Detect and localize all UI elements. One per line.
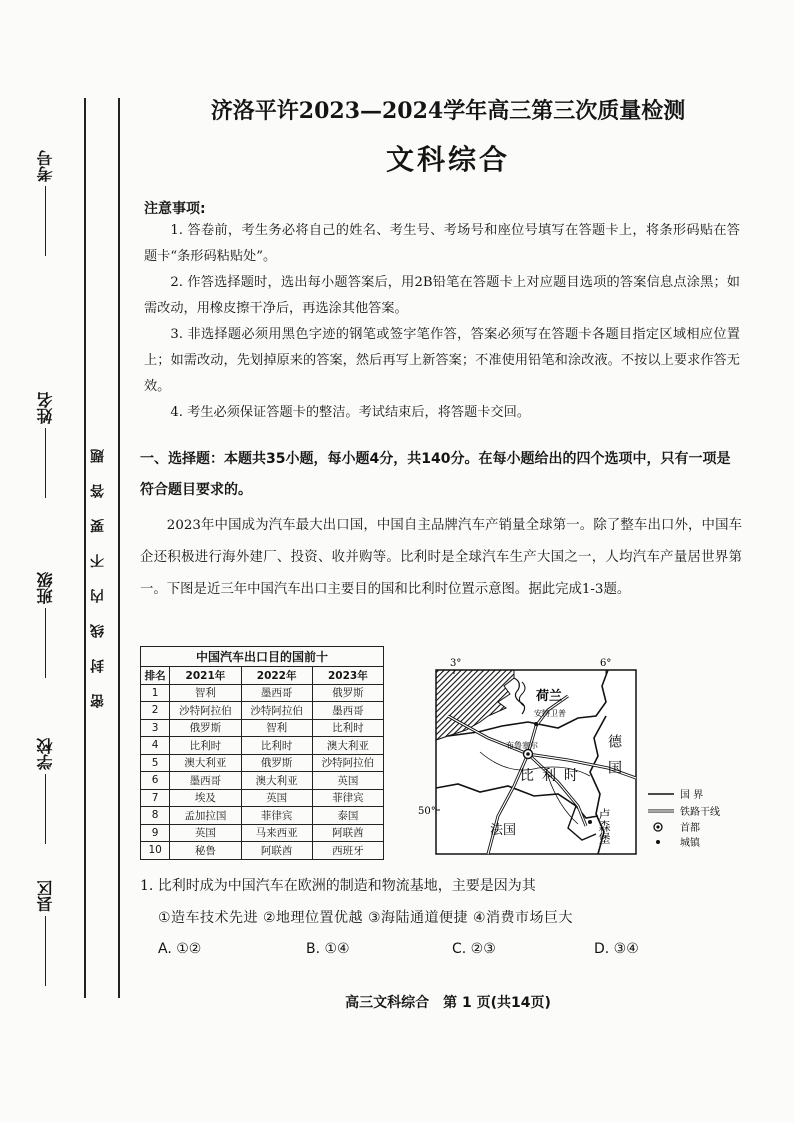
legend-railway: 铁路干线 (680, 807, 720, 818)
table-cell: 英国 (312, 772, 383, 790)
table-cell: 比利时 (312, 719, 383, 737)
notice-item: 2. 作答选择题时，选出每小题答案后，用2B铅笔在答题卡上对应题目选项的答案信息点涂黑；如需改动，用橡皮擦干净后，再选涂其他答案。 (144, 275, 740, 316)
table-cell: 8 (141, 807, 170, 825)
table-cell: 泰国 (312, 807, 383, 825)
table-cell: 澳大利亚 (241, 772, 312, 790)
table-cell: 英国 (170, 824, 241, 842)
choice-a[interactable]: A. ①② (158, 941, 202, 957)
table-cell: 智利 (170, 684, 241, 702)
subject-title: 文科综合 (385, 143, 510, 176)
school-field[interactable]: 学校 (34, 738, 57, 844)
choice-b[interactable]: B. ①④ (306, 941, 350, 957)
table-cell: 比利时 (170, 737, 241, 755)
lon-label: 6° (600, 658, 612, 669)
table-row (141, 737, 384, 755)
table-cell: 沙特阿拉伯 (312, 754, 383, 772)
label-brussels: 布鲁塞尔 (506, 741, 538, 750)
question-intro (140, 510, 742, 606)
table-cell: 沙特阿拉伯 (241, 702, 312, 720)
export-rank-table (140, 646, 384, 860)
table-cell: 7 (141, 789, 170, 807)
table-cell: 10 (141, 842, 170, 860)
lon-label: 3° (450, 658, 462, 669)
town-marker (588, 820, 592, 824)
table-cell: 墨西哥 (170, 772, 241, 790)
table-cell: 俄罗斯 (312, 684, 383, 702)
notice-list (144, 218, 740, 426)
label-luxembourg: 卢森堡 (597, 808, 611, 844)
table-cell: 墨西哥 (312, 702, 383, 720)
label-belgium: 比利时 (520, 768, 586, 784)
question-1-statements: ①造车技术先进 ②地理位置优越 ③海陆通道便捷 ④消费市场巨大 (158, 910, 574, 926)
table-cell: 墨西哥 (241, 684, 312, 702)
label-netherlands: 荷兰 (536, 689, 563, 704)
name-field[interactable]: 姓名 (34, 392, 57, 498)
table-cell: 1 (141, 684, 170, 702)
table-header: 2023年 (312, 667, 383, 685)
table-row (141, 772, 384, 790)
table-cell: 澳大利亚 (312, 737, 383, 755)
legend-border: 国 界 (680, 790, 704, 801)
table-header: 排名 (141, 667, 170, 685)
binding-line-outer (84, 98, 86, 998)
county-field[interactable]: 县区 (34, 880, 57, 986)
notice-item: 4. 考生必须保证答题卡的整洁。考试结束后，将答题卡交回。 (170, 405, 531, 420)
table-header: 2022年 (241, 667, 312, 685)
lat-label: 50° (418, 806, 436, 817)
page-footer: 高三文科综合 第 1 页(共14页) (345, 995, 551, 1011)
table-row (141, 684, 384, 702)
legend-town: 城镇 (680, 838, 700, 849)
table-caption: 中国汽车出口目的国前十 (140, 646, 384, 666)
town-marker (534, 722, 538, 726)
question-1-stem: 1. 比利时成为中国汽车在欧洲的制造和物流基地，主要是因为其 (140, 878, 536, 894)
table-cell: 马来西亚 (241, 824, 312, 842)
intro-paragraph: 2023年中国成为汽车最大出口国，中国自主品牌汽车产销量全球第一。除了整车出口外，中国车企还积极进行海外建厂、投资、收并购等。比利时是全球汽车生产大国之一，人均汽车产量居世界第一。下图是近三年中国汽车出口主要目的国和比利时位置示意图。据此完成1-3题。 (140, 518, 742, 597)
table-cell: 9 (141, 824, 170, 842)
table-cell: 4 (141, 737, 170, 755)
choice-d[interactable]: D. ③④ (594, 941, 639, 957)
table-row (141, 702, 384, 720)
table-cell: 秘鲁 (170, 842, 241, 860)
table-cell: 3 (141, 719, 170, 737)
exam-title: 济洛平许2023—2024学年高三第三次质量检测 (210, 98, 686, 124)
table-row (141, 789, 384, 807)
table-cell: 沙特阿拉伯 (170, 702, 241, 720)
belgium-map (418, 656, 748, 868)
table-cell: 2 (141, 702, 170, 720)
label-france: 法国 (490, 823, 517, 838)
seal-line-text: 密封线内不要答题 (90, 428, 106, 708)
table-cell: 6 (141, 772, 170, 790)
table-cell: 菲律宾 (312, 789, 383, 807)
table-header: 2021年 (170, 667, 241, 685)
label-antwerp: 安特卫普 (534, 709, 566, 718)
table-row (141, 842, 384, 860)
notice-item: 3. 非选择题必须用黑色字迹的钢笔或签字笔作答，答案必须写在答题卡各题目指定区域相应位置上；如需改动，先划掉原来的答案，然后再写上新答案；不准使用铅笔和涂改液。不按以上要求作答无效。 (144, 327, 740, 394)
table-cell: 智利 (241, 719, 312, 737)
table-cell: 阿联酋 (312, 824, 383, 842)
table-cell: 西班牙 (312, 842, 383, 860)
notice-item: 1. 答卷前，考生务必将自己的姓名、考生号、考场号和座位号填写在答题卡上，将条形码贴在答题卡“条形码粘贴处”。 (144, 223, 740, 264)
table-cell: 澳大利亚 (170, 754, 241, 772)
table-cell: 菲律宾 (241, 807, 312, 825)
table-row (141, 754, 384, 772)
table-cell: 俄罗斯 (170, 719, 241, 737)
table-cell: 英国 (241, 789, 312, 807)
table-cell: 孟加拉国 (170, 807, 241, 825)
binding-line-inner (118, 98, 120, 998)
class-field[interactable]: 班级 (34, 572, 57, 678)
legend-capital: 首都 (680, 823, 700, 834)
choice-c[interactable]: C. ②③ (452, 941, 496, 957)
section-heading: 一、选择题：本题共35小题，每小题4分，共140分。在每小题给出的四个选项中，只有一项是符合题目要求的。 (140, 451, 731, 498)
table-cell: 俄罗斯 (241, 754, 312, 772)
table-row (141, 824, 384, 842)
table-cell: 5 (141, 754, 170, 772)
table-cell: 埃及 (170, 789, 241, 807)
table-cell: 阿联酋 (241, 842, 312, 860)
notice-heading: 注意事项: (144, 201, 206, 217)
table-row (141, 807, 384, 825)
label-germany: 德国 (606, 734, 622, 786)
table-row (141, 719, 384, 737)
exam-no-field[interactable]: 考号 (34, 150, 57, 256)
legend-town-symbol (656, 840, 660, 844)
table-cell: 比利时 (241, 737, 312, 755)
